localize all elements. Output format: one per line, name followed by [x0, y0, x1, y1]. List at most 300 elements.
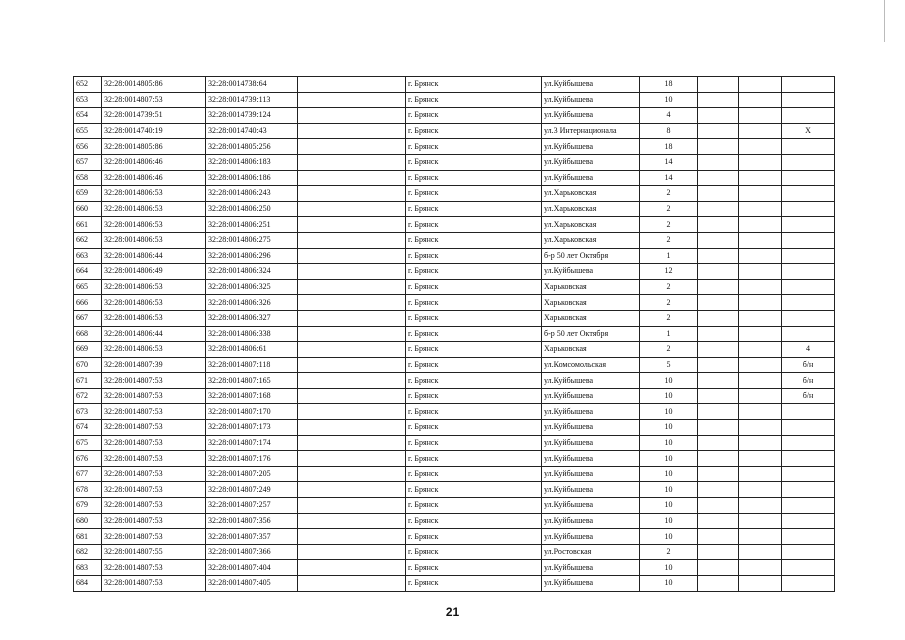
cell-extra-column-1: [698, 170, 739, 186]
cell-city: г. Брянск: [406, 279, 542, 295]
cell-note: [782, 529, 835, 545]
cell-blank-column: [298, 326, 406, 342]
table-row: [74, 466, 835, 482]
cell-cadastral-number: 32:28:0014807:170: [206, 404, 298, 420]
cell-blank-column: [298, 576, 406, 592]
cell-extra-column-1: [698, 529, 739, 545]
cell-extra-column-1: [698, 279, 739, 295]
cell-parent-cadastral-number: 32:28:0014807:53: [102, 560, 206, 576]
cell-extra-column-2: [739, 576, 782, 592]
table-row: [74, 529, 835, 545]
table-row: [74, 498, 835, 514]
cell-parent-cadastral-number: 32:28:0014806:53: [102, 310, 206, 326]
cell-street: ул.Куйбышева: [542, 139, 640, 155]
cell-note: [782, 482, 835, 498]
cell-parent-cadastral-number: 32:28:0014807:53: [102, 404, 206, 420]
cell-blank-column: [298, 279, 406, 295]
cell-note: б/н: [782, 357, 835, 373]
table-row: [74, 544, 835, 560]
cell-street: ул.3 Интернационала: [542, 123, 640, 139]
cell-extra-column-2: [739, 373, 782, 389]
cell-city: г. Брянск: [406, 123, 542, 139]
cell-cadastral-number: 32:28:0014807:249: [206, 482, 298, 498]
cell-extra-column-2: [739, 560, 782, 576]
cell-blank-column: [298, 123, 406, 139]
cell-note: [782, 92, 835, 108]
cell-row-number: 669: [74, 342, 102, 358]
cell-extra-column-2: [739, 544, 782, 560]
cell-city: г. Брянск: [406, 108, 542, 124]
cell-city: г. Брянск: [406, 248, 542, 264]
cell-extra-column-1: [698, 295, 739, 311]
cell-note: [782, 279, 835, 295]
cell-parent-cadastral-number: 32:28:0014806:53: [102, 186, 206, 202]
cell-extra-column-1: [698, 404, 739, 420]
table-row: [74, 232, 835, 248]
cell-note: [782, 154, 835, 170]
cell-extra-column-1: [698, 139, 739, 155]
cell-parent-cadastral-number: 32:28:0014806:44: [102, 326, 206, 342]
cell-city: г. Брянск: [406, 186, 542, 202]
cell-cadastral-number: 32:28:0014807:405: [206, 576, 298, 592]
cell-extra-column-1: [698, 92, 739, 108]
cell-note: [782, 248, 835, 264]
cell-note: [782, 466, 835, 482]
table-row: [74, 279, 835, 295]
cell-city: г. Брянск: [406, 295, 542, 311]
cell-extra-column-2: [739, 139, 782, 155]
table-row: [74, 513, 835, 529]
cell-blank-column: [298, 560, 406, 576]
cell-row-number: 656: [74, 139, 102, 155]
cell-blank-column: [298, 77, 406, 93]
cell-extra-column-1: [698, 420, 739, 436]
cell-row-number: 671: [74, 373, 102, 389]
cell-blank-column: [298, 92, 406, 108]
cell-row-number: 676: [74, 451, 102, 467]
cell-row-number: 664: [74, 264, 102, 280]
table-row: [74, 388, 835, 404]
cell-row-number: 661: [74, 217, 102, 233]
cell-blank-column: [298, 373, 406, 389]
cell-extra-column-2: [739, 248, 782, 264]
cell-extra-column-1: [698, 357, 739, 373]
cell-parent-cadastral-number: 32:28:0014806:44: [102, 248, 206, 264]
cell-parent-cadastral-number: 32:28:0014806:53: [102, 342, 206, 358]
cell-note: [782, 326, 835, 342]
cell-extra-column-2: [739, 482, 782, 498]
cell-city: г. Брянск: [406, 373, 542, 389]
cell-city: г. Брянск: [406, 77, 542, 93]
cell-parent-cadastral-number: 32:28:0014806:53: [102, 232, 206, 248]
table-row: [74, 404, 835, 420]
cell-cadastral-number: 32:28:0014807:366: [206, 544, 298, 560]
cell-city: г. Брянск: [406, 451, 542, 467]
cell-row-number: 675: [74, 435, 102, 451]
cell-parent-cadastral-number: 32:28:0014807:55: [102, 544, 206, 560]
cell-cadastral-number: 32:28:0014807:118: [206, 357, 298, 373]
cell-parent-cadastral-number: 32:28:0014807:53: [102, 420, 206, 436]
table-row: [74, 326, 835, 342]
cell-blank-column: [298, 513, 406, 529]
cell-row-number: 653: [74, 92, 102, 108]
cell-city: г. Брянск: [406, 357, 542, 373]
cell-blank-column: [298, 154, 406, 170]
cell-cadastral-number: 32:28:0014806:338: [206, 326, 298, 342]
cell-note: [782, 560, 835, 576]
cell-note: [782, 264, 835, 280]
cell-row-number: 673: [74, 404, 102, 420]
cell-extra-column-1: [698, 123, 739, 139]
cell-blank-column: [298, 544, 406, 560]
cell-parent-cadastral-number: 32:28:0014807:53: [102, 466, 206, 482]
table-row: [74, 310, 835, 326]
cell-parent-cadastral-number: 32:28:0014806:53: [102, 201, 206, 217]
cell-city: г. Брянск: [406, 92, 542, 108]
cell-extra-column-2: [739, 451, 782, 467]
cell-house-number: 10: [640, 560, 698, 576]
cell-cadastral-number: 32:28:0014806:275: [206, 232, 298, 248]
cell-city: г. Брянск: [406, 326, 542, 342]
cell-extra-column-2: [739, 154, 782, 170]
cell-row-number: 684: [74, 576, 102, 592]
cell-cadastral-number: 32:28:0014806:296: [206, 248, 298, 264]
cell-extra-column-2: [739, 295, 782, 311]
cell-extra-column-2: [739, 77, 782, 93]
cell-house-number: 10: [640, 373, 698, 389]
cell-city: г. Брянск: [406, 201, 542, 217]
cell-extra-column-2: [739, 529, 782, 545]
cell-extra-column-1: [698, 326, 739, 342]
cell-note: б/н: [782, 373, 835, 389]
cell-extra-column-1: [698, 498, 739, 514]
cell-cadastral-number: 32:28:0014806:183: [206, 154, 298, 170]
cell-parent-cadastral-number: 32:28:0014739:51: [102, 108, 206, 124]
cell-house-number: 2: [640, 186, 698, 202]
cell-street: ул.Куйбышева: [542, 420, 640, 436]
cell-street: ул.Куйбышева: [542, 482, 640, 498]
cell-street: ул.Комсомольская: [542, 357, 640, 373]
cell-extra-column-1: [698, 544, 739, 560]
cell-extra-column-2: [739, 388, 782, 404]
cell-house-number: 1: [640, 248, 698, 264]
cell-note: [782, 420, 835, 436]
cell-blank-column: [298, 342, 406, 358]
cell-extra-column-1: [698, 232, 739, 248]
cell-extra-column-2: [739, 342, 782, 358]
cell-note: [782, 576, 835, 592]
cell-street: ул.Куйбышева: [542, 404, 640, 420]
cell-extra-column-2: [739, 170, 782, 186]
cell-city: г. Брянск: [406, 482, 542, 498]
table-row: [74, 357, 835, 373]
cell-house-number: 10: [640, 529, 698, 545]
cell-house-number: 10: [640, 498, 698, 514]
cell-cadastral-number: 32:28:0014807:356: [206, 513, 298, 529]
table-row: [74, 186, 835, 202]
cell-row-number: 652: [74, 77, 102, 93]
cell-city: г. Брянск: [406, 404, 542, 420]
page-number: 21: [445, 605, 460, 619]
cell-blank-column: [298, 420, 406, 436]
cell-cadastral-number: 32:28:0014805:256: [206, 139, 298, 155]
cell-street: ул.Куйбышева: [542, 154, 640, 170]
cell-row-number: 667: [74, 310, 102, 326]
cell-row-number: 658: [74, 170, 102, 186]
cell-extra-column-1: [698, 342, 739, 358]
cell-parent-cadastral-number: 32:28:0014807:53: [102, 529, 206, 545]
cell-blank-column: [298, 466, 406, 482]
table-row: [74, 170, 835, 186]
cell-extra-column-1: [698, 435, 739, 451]
cell-house-number: 2: [640, 295, 698, 311]
cell-extra-column-1: [698, 108, 739, 124]
cell-cadastral-number: 32:28:0014806:327: [206, 310, 298, 326]
cell-blank-column: [298, 388, 406, 404]
cell-cadastral-number: 32:28:0014806:243: [206, 186, 298, 202]
cell-city: г. Брянск: [406, 576, 542, 592]
cell-blank-column: [298, 264, 406, 280]
cell-extra-column-1: [698, 373, 739, 389]
cell-extra-column-2: [739, 498, 782, 514]
cell-note: б/н: [782, 388, 835, 404]
table-row: [74, 451, 835, 467]
cell-cadastral-number: 32:28:0014740:43: [206, 123, 298, 139]
cell-extra-column-2: [739, 108, 782, 124]
cell-extra-column-2: [739, 513, 782, 529]
cell-blank-column: [298, 498, 406, 514]
cell-street: ул.Харьковская: [542, 217, 640, 233]
cell-house-number: 10: [640, 420, 698, 436]
cell-note: [782, 498, 835, 514]
cell-city: г. Брянск: [406, 529, 542, 545]
cell-note: [782, 310, 835, 326]
cell-extra-column-1: [698, 451, 739, 467]
cell-row-number: 659: [74, 186, 102, 202]
cell-street: ул.Куйбышева: [542, 560, 640, 576]
cell-extra-column-1: [698, 560, 739, 576]
cell-house-number: 10: [640, 451, 698, 467]
cell-extra-column-1: [698, 482, 739, 498]
registry-table-body: [74, 77, 835, 592]
cell-extra-column-2: [739, 279, 782, 295]
cell-extra-column-2: [739, 420, 782, 436]
cell-parent-cadastral-number: 32:28:0014806:53: [102, 295, 206, 311]
cell-city: г. Брянск: [406, 170, 542, 186]
table-row: [74, 264, 835, 280]
table-row: [74, 295, 835, 311]
cell-note: [782, 217, 835, 233]
cell-cadastral-number: 32:28:0014807:404: [206, 560, 298, 576]
cell-blank-column: [298, 201, 406, 217]
cell-note: [782, 435, 835, 451]
cell-extra-column-1: [698, 466, 739, 482]
cell-blank-column: [298, 310, 406, 326]
cell-city: г. Брянск: [406, 560, 542, 576]
cell-extra-column-1: [698, 186, 739, 202]
cell-house-number: 4: [640, 108, 698, 124]
cell-cadastral-number: 32:28:0014806:325: [206, 279, 298, 295]
cell-cadastral-number: 32:28:0014739:124: [206, 108, 298, 124]
table-row: [74, 154, 835, 170]
cell-blank-column: [298, 435, 406, 451]
cell-street: ул.Куйбышева: [542, 513, 640, 529]
cell-blank-column: [298, 529, 406, 545]
cell-house-number: 10: [640, 482, 698, 498]
cell-blank-column: [298, 186, 406, 202]
cell-cadastral-number: 32:28:0014807:173: [206, 420, 298, 436]
cell-street: ул.Куйбышева: [542, 170, 640, 186]
cell-house-number: 10: [640, 435, 698, 451]
cell-street: ул.Куйбышева: [542, 576, 640, 592]
cell-extra-column-1: [698, 154, 739, 170]
cell-extra-column-2: [739, 186, 782, 202]
table-row: [74, 217, 835, 233]
cell-street: б-р 50 лет Октября: [542, 326, 640, 342]
cell-house-number: 2: [640, 232, 698, 248]
cell-parent-cadastral-number: 32:28:0014805:86: [102, 77, 206, 93]
cell-street: ул.Харьковская: [542, 186, 640, 202]
cell-house-number: 10: [640, 404, 698, 420]
cell-parent-cadastral-number: 32:28:0014807:53: [102, 435, 206, 451]
cell-street: ул.Ростовская: [542, 544, 640, 560]
cell-street: ул.Куйбышева: [542, 77, 640, 93]
cell-house-number: 10: [640, 466, 698, 482]
cell-house-number: 10: [640, 576, 698, 592]
cell-cadastral-number: 32:28:0014807:174: [206, 435, 298, 451]
cell-row-number: 660: [74, 201, 102, 217]
cell-extra-column-2: [739, 310, 782, 326]
cell-cadastral-number: 32:28:0014806:250: [206, 201, 298, 217]
table-row: [74, 435, 835, 451]
cell-blank-column: [298, 232, 406, 248]
cell-city: г. Брянск: [406, 154, 542, 170]
cell-house-number: 14: [640, 154, 698, 170]
cell-street: ул.Харьковская: [542, 201, 640, 217]
cell-extra-column-2: [739, 326, 782, 342]
cell-street: ул.Куйбышева: [542, 373, 640, 389]
cell-city: г. Брянск: [406, 544, 542, 560]
table-row: [74, 373, 835, 389]
cell-parent-cadastral-number: 32:28:0014805:86: [102, 139, 206, 155]
cell-row-number: 665: [74, 279, 102, 295]
cell-extra-column-1: [698, 576, 739, 592]
cell-cadastral-number: 32:28:0014807:257: [206, 498, 298, 514]
cell-street: ул.Куйбышева: [542, 264, 640, 280]
cell-parent-cadastral-number: 32:28:0014806:46: [102, 154, 206, 170]
cell-extra-column-2: [739, 264, 782, 280]
table-row: [74, 77, 835, 93]
cell-row-number: 654: [74, 108, 102, 124]
cell-parent-cadastral-number: 32:28:0014806:53: [102, 279, 206, 295]
cell-parent-cadastral-number: 32:28:0014806:46: [102, 170, 206, 186]
cell-parent-cadastral-number: 32:28:0014807:53: [102, 498, 206, 514]
cell-extra-column-2: [739, 201, 782, 217]
cell-street: ул.Куйбышева: [542, 466, 640, 482]
cell-parent-cadastral-number: 32:28:0014806:53: [102, 217, 206, 233]
cell-house-number: 2: [640, 544, 698, 560]
cell-street: Харьковская: [542, 295, 640, 311]
cell-cadastral-number: 32:28:0014806:61: [206, 342, 298, 358]
cell-parent-cadastral-number: 32:28:0014807:53: [102, 482, 206, 498]
cell-street: ул.Куйбышева: [542, 451, 640, 467]
cell-extra-column-1: [698, 217, 739, 233]
cell-cadastral-number: 32:28:0014738:64: [206, 77, 298, 93]
cell-row-number: 655: [74, 123, 102, 139]
cell-blank-column: [298, 357, 406, 373]
table-row: [74, 576, 835, 592]
cell-street: Харьковская: [542, 342, 640, 358]
cell-cadastral-number: 32:28:0014807:205: [206, 466, 298, 482]
cell-note: [782, 108, 835, 124]
table-row: [74, 92, 835, 108]
cell-row-number: 683: [74, 560, 102, 576]
cell-city: г. Брянск: [406, 498, 542, 514]
cell-parent-cadastral-number: 32:28:0014807:53: [102, 451, 206, 467]
cell-street: ул.Куйбышева: [542, 435, 640, 451]
cell-note: [782, 544, 835, 560]
cell-street: ул.Харьковская: [542, 232, 640, 248]
cell-row-number: 674: [74, 420, 102, 436]
cell-blank-column: [298, 295, 406, 311]
cell-extra-column-2: [739, 404, 782, 420]
cell-extra-column-2: [739, 357, 782, 373]
cell-parent-cadastral-number: 32:28:0014807:53: [102, 576, 206, 592]
table-row: [74, 108, 835, 124]
cell-row-number: 657: [74, 154, 102, 170]
cell-blank-column: [298, 404, 406, 420]
cell-extra-column-1: [698, 201, 739, 217]
cell-extra-column-2: [739, 217, 782, 233]
cell-row-number: 663: [74, 248, 102, 264]
cell-note: 4: [782, 342, 835, 358]
cell-row-number: 677: [74, 466, 102, 482]
cell-house-number: 10: [640, 388, 698, 404]
cell-cadastral-number: 32:28:0014806:326: [206, 295, 298, 311]
cell-note: [782, 77, 835, 93]
cell-row-number: 662: [74, 232, 102, 248]
cell-cadastral-number: 32:28:0014806:324: [206, 264, 298, 280]
table-row: [74, 342, 835, 358]
cell-city: г. Брянск: [406, 513, 542, 529]
cell-note: [782, 295, 835, 311]
cell-blank-column: [298, 108, 406, 124]
cell-blank-column: [298, 139, 406, 155]
cell-city: г. Брянск: [406, 139, 542, 155]
cell-blank-column: [298, 170, 406, 186]
cell-parent-cadastral-number: 32:28:0014807:53: [102, 92, 206, 108]
cell-house-number: 2: [640, 279, 698, 295]
cell-city: г. Брянск: [406, 435, 542, 451]
cell-extra-column-1: [698, 513, 739, 529]
cell-street: ул.Куйбышева: [542, 108, 640, 124]
cell-extra-column-1: [698, 248, 739, 264]
cell-city: г. Брянск: [406, 342, 542, 358]
cell-blank-column: [298, 248, 406, 264]
cell-house-number: 2: [640, 201, 698, 217]
cell-cadastral-number: 32:28:0014807:165: [206, 373, 298, 389]
cell-house-number: 18: [640, 77, 698, 93]
cell-row-number: 680: [74, 513, 102, 529]
table-row: [74, 420, 835, 436]
cell-extra-column-1: [698, 310, 739, 326]
cell-note: [782, 451, 835, 467]
scan-edge-mark: [884, 0, 889, 42]
cell-house-number: 10: [640, 513, 698, 529]
cell-extra-column-2: [739, 92, 782, 108]
cell-cadastral-number: 32:28:0014807:168: [206, 388, 298, 404]
cell-blank-column: [298, 217, 406, 233]
